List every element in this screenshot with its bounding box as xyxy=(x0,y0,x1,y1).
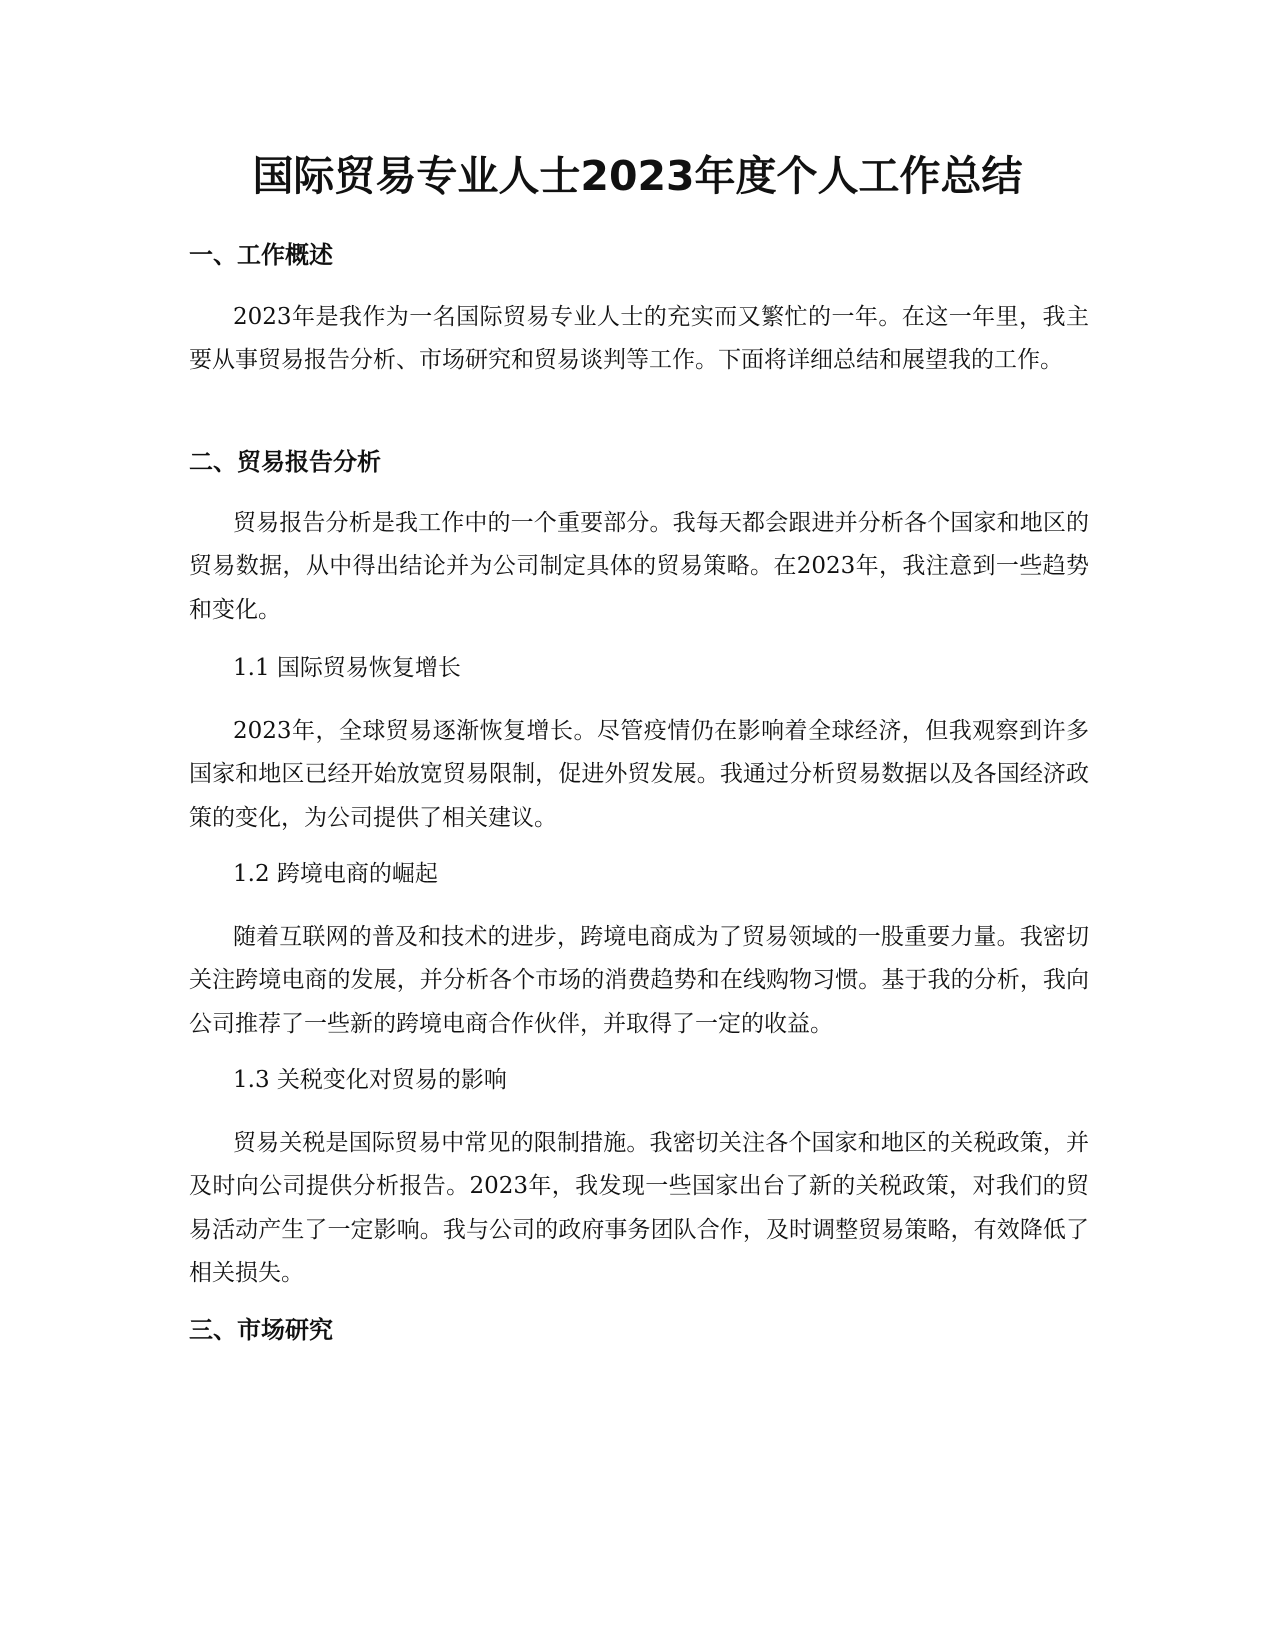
subsection-heading-1-1: 1.1 国际贸易恢复增长 xyxy=(233,655,461,681)
section-heading-overview: 一、工作概述 xyxy=(189,241,333,269)
section-trade-report-intro: 贸易报告分析是我工作中的一个重要部分。我每天都会跟进并分析各个国家和地区的贸易数据，从中得出结论并为公司制定具体的贸易策略。在2023年，我注意到一些趋势和变化。 xyxy=(189,510,1089,623)
document-title: 国际贸易专业人士2023年度个人工作总结 xyxy=(252,152,1023,200)
section-overview-paragraph: 2023年是我作为一名国际贸易专业人士的充实而又繁忙的一年。在这一年里，我主要从事贸易报告分析、市场研究和贸易谈判等工作。下面将详细总结和展望我的工作。 xyxy=(189,304,1089,374)
section-heading-market-research: 三、市场研究 xyxy=(189,1316,333,1344)
subsection-heading-1-2: 1.2 跨境电商的崛起 xyxy=(233,861,438,887)
section-heading-trade-report: 二、贸易报告分析 xyxy=(189,448,381,476)
subsection-text-1-1: 2023年，全球贸易逐渐恢复增长。尽管疫情仍在影响着全球经济，但我观察到许多国家和地区已经开始放宽贸易限制，促进外贸发展。我通过分析贸易数据以及各国经济政策的变化，为公司提供了相关建议。 xyxy=(189,718,1089,831)
subsection-text-1-2: 随着互联网的普及和技术的进步，跨境电商成为了贸易领域的一股重要力量。我密切关注跨境电商的发展，并分析各个市场的消费趋势和在线购物习惯。基于我的分析，我向公司推荐了一些新的跨境电商合作伙伴，并取得了一定的收益。 xyxy=(189,924,1089,1037)
subsection-text-1-3: 贸易关税是国际贸易中常见的限制措施。我密切关注各个国家和地区的关税政策，并及时向公司提供分析报告。2023年，我发现一些国家出台了新的关税政策，对我们的贸易活动产生了一定影响。我与公司的政府事务团队合作，及时调整贸易策略，有效降低了相关损失。 xyxy=(189,1130,1089,1286)
subsection-heading-1-3: 1.3 关税变化对贸易的影响 xyxy=(233,1067,507,1093)
